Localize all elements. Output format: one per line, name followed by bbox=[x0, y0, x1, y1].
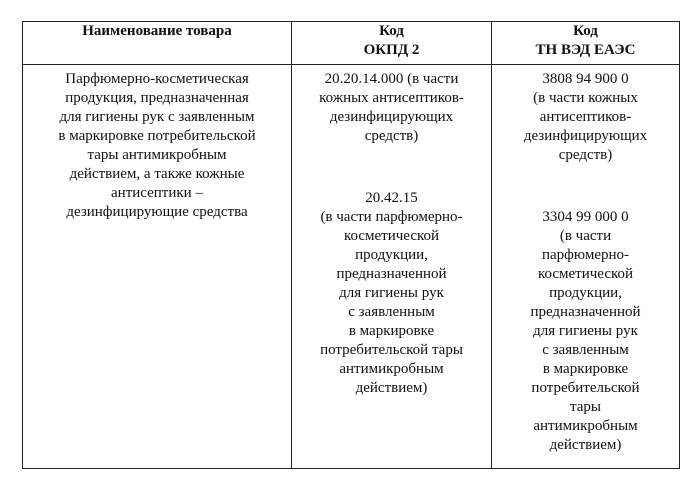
header-row bbox=[23, 22, 680, 65]
header-tnved-line2: ТН ВЭД ЕАЭС bbox=[535, 42, 636, 58]
header-tnved-line1: Код bbox=[573, 23, 598, 39]
tnved-cell bbox=[492, 65, 680, 469]
header-product-name-text: Наименование товара bbox=[82, 23, 232, 39]
okpd-code-perfumery: 20.42.15 (в части парфюмерно- косметической продукции, предназначенной для гигиены рук с заявленным в маркировке потребительской тары антимикробным действием) bbox=[320, 190, 463, 396]
header-okpd-line1: Код bbox=[379, 23, 404, 39]
header-okpd bbox=[292, 22, 492, 65]
okpd-code-antiseptics: 20.20.14.000 (в части кожных антисептиков- дезинфицирующих средств) bbox=[319, 71, 464, 144]
header-product-name bbox=[23, 22, 292, 65]
okpd-cell bbox=[292, 65, 492, 469]
tnved-code-antiseptics: 3808 94 900 0 (в части кожных антисептиков- дезинфицирующих средств) bbox=[523, 71, 648, 163]
header-okpd-line2: ОКПД 2 bbox=[363, 42, 420, 58]
product-codes-table bbox=[22, 21, 680, 469]
tnved-code-perfumery: 3304 99 000 0 (в части парфюмерно- косметической продукции, предназначенной для гигиены рук с заявленным в маркировке потребительской тары антимикробным действием) bbox=[530, 209, 641, 453]
header-tnved bbox=[492, 22, 680, 65]
table-row bbox=[23, 65, 680, 469]
product-name-text: Парфюмерно-косметическая продукция, предназначенная для гигиены рук с заявленным в маркировке потребительской тары антимикробным действием, а также кожные антисептики – дезинфицирующие средства bbox=[58, 71, 256, 220]
product-name-cell bbox=[23, 65, 292, 469]
